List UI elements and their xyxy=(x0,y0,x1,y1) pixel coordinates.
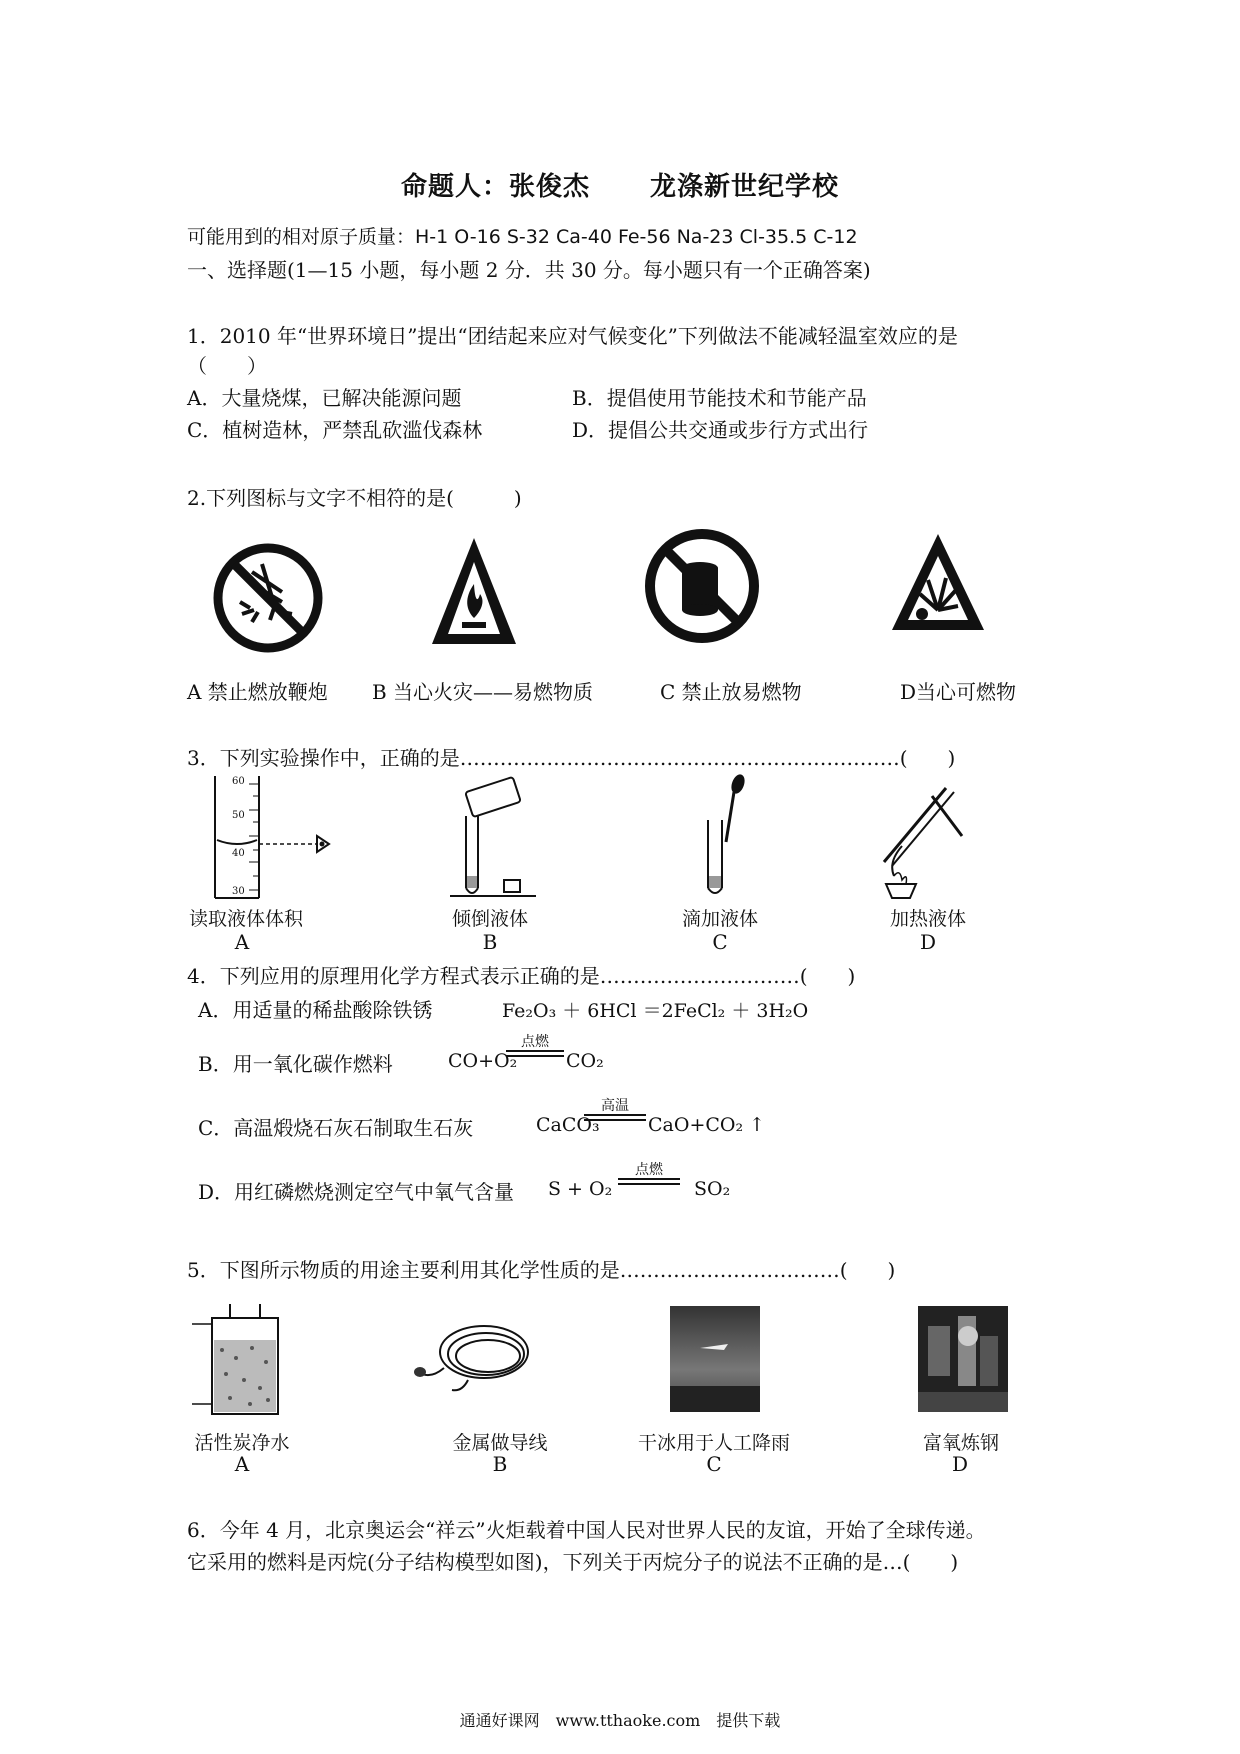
q3-letter-d: D xyxy=(919,930,937,954)
q4-c-arrow xyxy=(584,1098,646,1121)
q3-caption-a: 读取液体体积 xyxy=(188,908,303,930)
q5-caption-d: 富氧炼钢 xyxy=(922,1432,999,1454)
q2-stem: 2.下列图标与文字不相符的是( ) xyxy=(187,486,522,510)
q4-b-condition: 点燃 xyxy=(521,1034,549,1050)
q1-stem: 1．2010 年“世界环境日”提出“团结起来应对气候变化”下列做法不能减轻温室效应的是 xyxy=(187,324,958,348)
scale-30: 30 xyxy=(232,886,245,897)
q4-option-b: B．用一氧化碳作燃料 xyxy=(198,1052,393,1076)
q5-caption-a: 活性炭净水 xyxy=(194,1432,290,1454)
carbon-filter-icon xyxy=(190,1300,290,1420)
q4-d-reactants: S + O₂ xyxy=(548,1178,613,1200)
q4-c-condition: 高温 xyxy=(601,1098,629,1114)
graduated-cylinder-icon xyxy=(205,772,345,900)
q5-letter-b: B xyxy=(492,1452,508,1476)
dropper-icon xyxy=(694,772,754,900)
wire-coil-icon xyxy=(408,1312,538,1402)
q4-d-condition: 点燃 xyxy=(635,1162,663,1178)
q2-option-a: A 禁止燃放鞭炮 xyxy=(187,680,328,704)
scale-40: 40 xyxy=(232,848,245,859)
q4-stem: 4．下列应用的原理用化学方程式表示正确的是…………………………( ) xyxy=(187,964,856,988)
q3-caption-c: 滴加液体 xyxy=(681,908,758,930)
page-footer: 通通好课网 www.tthaoke.com 提供下载 xyxy=(459,1711,781,1730)
q4-option-d: D．用红磷燃烧测定空气中氧气含量 xyxy=(198,1180,515,1204)
atomic-masses: 可能用到的相对原子质量：H-1 O-16 S-32 Ca-40 Fe-56 Na-23 Cl-35.5 C-12 xyxy=(187,226,858,248)
pouring-liquid-icon xyxy=(448,776,544,900)
q4-b-arrow xyxy=(506,1034,564,1057)
heating-liquid-icon xyxy=(872,776,972,900)
q4-option-c: C．高温煅烧石灰石制取生石灰 xyxy=(198,1116,474,1140)
q4-b-products: CO₂ xyxy=(566,1050,604,1072)
q3-letter-c: C xyxy=(712,930,728,954)
q4-c-reactants: CaCO₃ xyxy=(536,1114,600,1136)
q5-caption-c: 干冰用于人工降雨 xyxy=(637,1432,790,1454)
q4-b-reactants: CO+O₂ xyxy=(448,1050,518,1072)
q1-option-c: C．植树造林，严禁乱砍滥伐森林 xyxy=(187,418,483,442)
q6-line-2: 它采用的燃料是丙烷(分子结构模型如图)，下列关于丙烷分子的说法不正确的是…( ) xyxy=(187,1550,959,1574)
page-title xyxy=(0,166,1240,203)
steelmaking-photo xyxy=(918,1306,1008,1412)
q2-option-b: B 当心火灾——易燃物质 xyxy=(372,680,594,704)
q3-letter-a: A xyxy=(234,930,250,954)
scale-50: 50 xyxy=(232,810,245,821)
q5-caption-b: 金属做导线 xyxy=(452,1432,548,1454)
no-firecrackers-icon xyxy=(212,542,324,654)
author-line: 命题人：张俊杰 xyxy=(400,172,590,202)
scale-60: 60 xyxy=(232,776,245,787)
section-heading: 一、选择题(1—15 小题，每小题 2 分．共 30 分。每小题只有一个正确答案) xyxy=(187,258,871,282)
q3-caption-d: 加热液体 xyxy=(889,908,966,930)
q1-option-d: D．提倡公共交通或步行方式出行 xyxy=(572,418,869,442)
q5-letter-a: A xyxy=(234,1452,250,1476)
no-flammables-icon xyxy=(644,528,760,644)
q4-d-products: SO₂ xyxy=(694,1178,731,1200)
q3-letter-b: B xyxy=(482,930,498,954)
q4-option-a: A．用适量的稀盐酸除铁锈 xyxy=(198,998,433,1022)
q1-option-b: B．提倡使用节能技术和节能产品 xyxy=(572,386,867,410)
q4-equation-a: Fe₂O₃ ＋ 6HCl ＝2FeCl₂ ＋ 3H₂O xyxy=(502,1000,809,1022)
q5-letter-d: D xyxy=(951,1452,969,1476)
q1-option-a: A．大量烧煤，已解决能源问题 xyxy=(187,386,462,410)
q3-caption-b: 倾倒液体 xyxy=(451,908,528,930)
q2-option-c: C 禁止放易燃物 xyxy=(660,680,802,704)
q4-c-products: CaO+CO₂ ↑ xyxy=(648,1114,766,1136)
fire-warning-icon xyxy=(428,532,520,652)
combustible-warning-icon xyxy=(888,530,988,634)
q5-letter-c: C xyxy=(706,1452,722,1476)
q2-option-d: D当心可燃物 xyxy=(900,680,1017,704)
cloud-seeding-photo xyxy=(670,1306,760,1412)
q1-blank: （ ） xyxy=(187,354,267,378)
school-name: 龙涤新世纪学校 xyxy=(650,172,840,202)
q3-stem: 3．下列实验操作中，正确的是…………………………………………………………( ) xyxy=(187,746,956,770)
q4-d-arrow xyxy=(618,1162,680,1185)
q5-stem: 5．下图所示物质的用途主要利用其化学性质的是……………………………( ) xyxy=(187,1258,896,1282)
q6-line-1: 6．今年 4 月，北京奥运会“祥云”火炬载着中国人民对世界人民的友谊，开始了全球传递。 xyxy=(187,1518,986,1542)
